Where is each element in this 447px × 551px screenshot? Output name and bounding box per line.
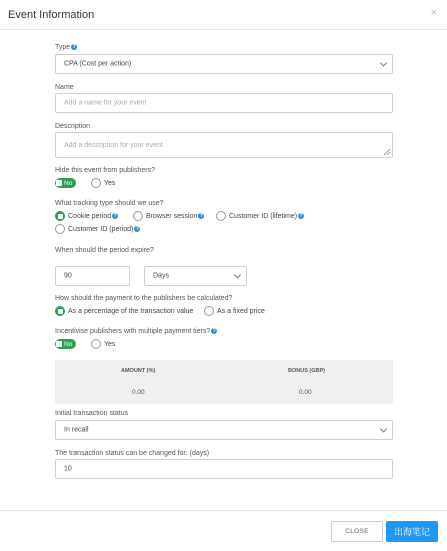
tracking-cookie-period[interactable] — [55, 211, 118, 221]
hide-no-label: No — [64, 179, 73, 187]
name-input[interactable] — [55, 93, 393, 113]
resize-handle-icon[interactable] — [384, 149, 390, 155]
hide-no-option[interactable] — [55, 178, 80, 188]
expire-value: 90 — [64, 272, 72, 280]
change-days-value: 10 — [64, 465, 72, 473]
save-button[interactable]: 出海笔记 — [386, 521, 438, 542]
description-label: Description — [55, 123, 91, 130]
type-select[interactable] — [55, 54, 393, 74]
initial-status-value: In recall — [64, 426, 89, 434]
description-placeholder: Add a description for your event — [64, 142, 163, 149]
expire-value-input[interactable] — [55, 266, 130, 286]
payment-option-label: As a fixed price — [217, 307, 265, 315]
help-icon[interactable]: ? — [135, 226, 139, 232]
dialog-header — [0, 0, 447, 30]
type-label: Type ? — [55, 44, 76, 51]
help-icon[interactable]: ? — [212, 328, 216, 334]
amount-header: AMOUNT (%) — [121, 368, 156, 374]
tracking-option-label: Browser session — [146, 212, 198, 220]
type-select-value: CPA (Cost per action) — [64, 60, 132, 68]
close-icon[interactable]: × — [430, 7, 437, 19]
change-days-input[interactable] — [55, 459, 393, 479]
hide-yes-option[interactable] — [91, 178, 115, 188]
tracking-option-label: Customer ID (lifetime) — [229, 212, 298, 220]
hide-label: Hide this event from publishers? — [55, 167, 155, 174]
help-icon[interactable]: ? — [72, 44, 76, 50]
description-textarea[interactable] — [55, 132, 393, 158]
help-icon[interactable]: ? — [113, 213, 117, 219]
expire-unit-select[interactable] — [144, 266, 247, 286]
help-icon[interactable]: ? — [299, 213, 303, 219]
tracking-option-label: Customer ID (period) — [68, 225, 134, 233]
footer-divider — [0, 510, 447, 511]
incentivise-yes-option[interactable] — [91, 339, 115, 349]
incentivise-no-label: No — [64, 340, 73, 348]
tracking-option-label: Cookie period — [68, 212, 112, 220]
name-label: Name — [55, 84, 74, 91]
chevron-down-icon — [380, 425, 387, 432]
bonus-header: BONUS (GBP) — [288, 368, 325, 374]
chevron-down-icon — [380, 59, 387, 66]
tracking-browser-session[interactable] — [133, 211, 204, 221]
help-icon[interactable]: ? — [199, 213, 203, 219]
tracking-customer-id-period[interactable] — [55, 224, 140, 234]
expire-label: When should the period expire? — [55, 247, 154, 254]
expire-unit-value: Days — [153, 272, 169, 280]
payment-fixed-option[interactable] — [204, 306, 265, 316]
initial-status-select[interactable] — [55, 420, 393, 440]
incentivise-label: Incentivise publishers with multiple payment tiers? ? — [55, 328, 216, 335]
initial-status-label: Initial transaction status — [55, 410, 129, 417]
name-placeholder: Add a name for your event — [64, 99, 147, 107]
incentivise-no-option[interactable] — [55, 339, 80, 349]
payment-percentage-option[interactable] — [55, 306, 193, 316]
close-button[interactable]: CLOSE — [331, 521, 383, 542]
dialog-title: Event Information — [8, 9, 95, 21]
tracking-label: What tracking type should we use? — [55, 200, 164, 207]
payment-tiers-table — [55, 360, 393, 404]
incentivise-yes-label: Yes — [104, 340, 116, 348]
hide-yes-label: Yes — [104, 179, 116, 187]
payment-option-label: As a percentage of the transaction value — [68, 307, 194, 315]
amount-value: 0.00 — [132, 389, 145, 396]
payment-label: How should the payment to the publishers be calculated? — [55, 295, 233, 302]
chevron-down-icon — [234, 271, 241, 278]
bonus-value: 0.00 — [299, 389, 312, 396]
change-days-label: The transaction status can be changed for: (days) — [55, 450, 210, 457]
tracking-customer-id-lifetime[interactable] — [216, 211, 304, 221]
